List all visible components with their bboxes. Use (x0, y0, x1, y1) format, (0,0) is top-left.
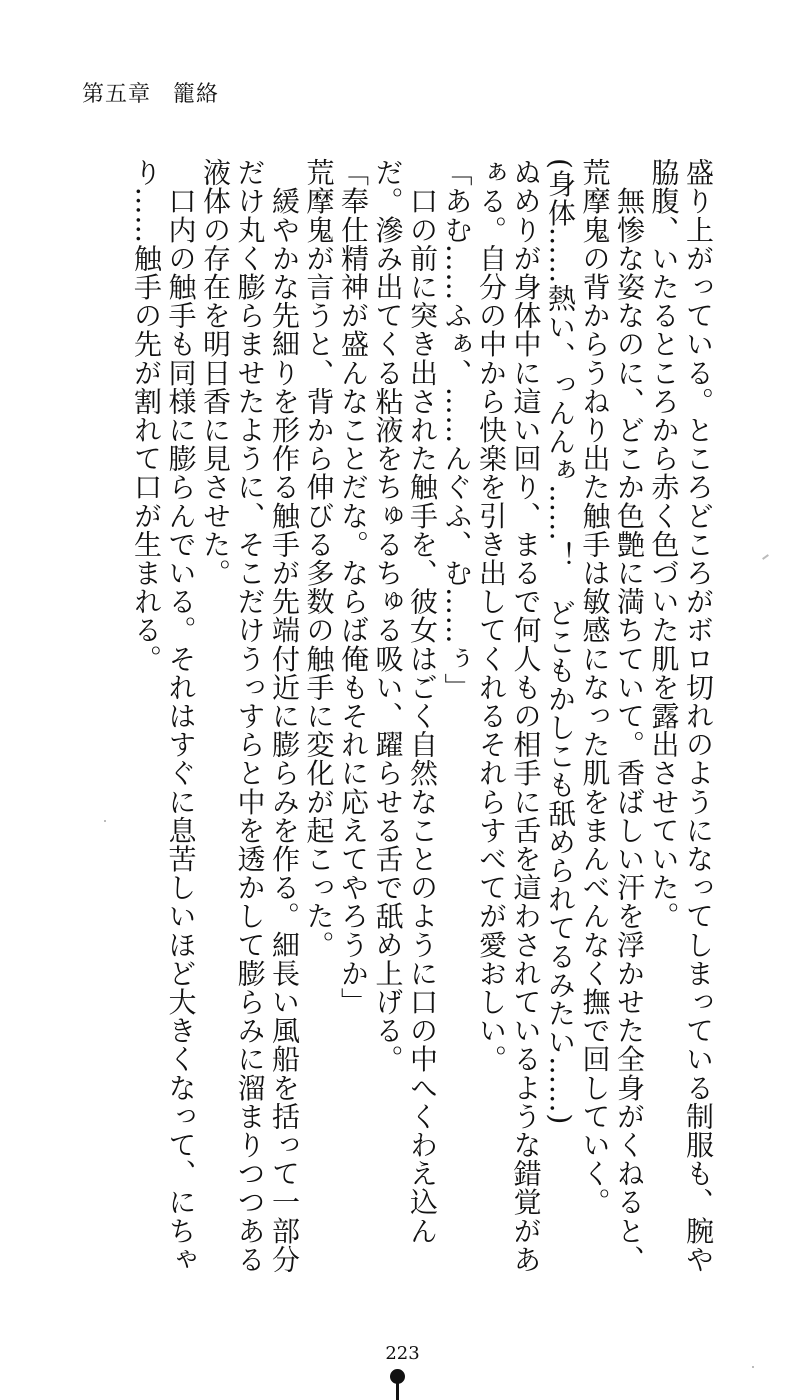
page-marker-dot (390, 1369, 405, 1384)
page-number: 223 (385, 1343, 420, 1364)
vertical-body-text (75, 158, 715, 1288)
paragraph: ぬめりが身体中に這い回り、まるで何人もの相手に舌を這わされているような錯覚があぁる。自分の中から快楽を引き出してくれるそれらすべてが愛おしい。 (475, 158, 543, 1274)
paragraph: 「あむ……ふぁ、……んぐふ、む……ぅ」 (440, 158, 474, 702)
paragraph: 緩やかな先細りを形作る触手が先端付近に膨らみを作る。細長い風船を括って一部分だけ丸く膨らませたように、そこだけうっすらと中を透かして膨らみに溜まりつつある液体の存在を明日香に見させた。 (199, 158, 301, 1274)
paragraph: 盛り上がっている。ところどころがボロ切れのようになってしまっている制服も、腕や脇腹、いたるところから赤く色づいた肌を露出させていた。 (647, 158, 715, 1274)
chapter-title: 籠絡 (173, 82, 220, 107)
paragraph: 「奉仕精神が盛んなことだな。ならば俺もそれに応えてやろうか」 (337, 158, 370, 1016)
page-marker-stem (396, 1383, 399, 1400)
scan-speck (752, 1366, 754, 1368)
paragraph: 口内の触手も同様に膨らんでいる。それはすぐに息苦しいほど大きくなって、にちゃり……触手の先が割れて口が生まれる。 (130, 158, 198, 1274)
paragraph: 口の前に突き出された触手を、彼女はごく自然なことのように口の中へくわえ込んだ。滲み出てくる粘液をちゅるちゅる吸い、躍らせる舌で舐め上げる。 (371, 158, 439, 1245)
chapter-number: 第五章 (82, 82, 152, 107)
paragraph: 荒摩鬼が言うと、背から伸びる多数の触手に変化が起こった。 (302, 158, 336, 959)
scan-speck (762, 554, 769, 560)
paragraph: (身体……熱い、っんんぁ……！ どこもかしこも舐められてるみたい……) (544, 158, 577, 1125)
scan-speck (104, 820, 106, 822)
paragraph: 無惨な姿なのに、どこか色艶に満ちていて。香ばしい汗を浮かせた全身がくねると、荒摩鬼の背からうねり出た触手は敏感になった肌をまんべんなく撫で回していく。 (578, 158, 646, 1274)
running-header (82, 84, 219, 106)
